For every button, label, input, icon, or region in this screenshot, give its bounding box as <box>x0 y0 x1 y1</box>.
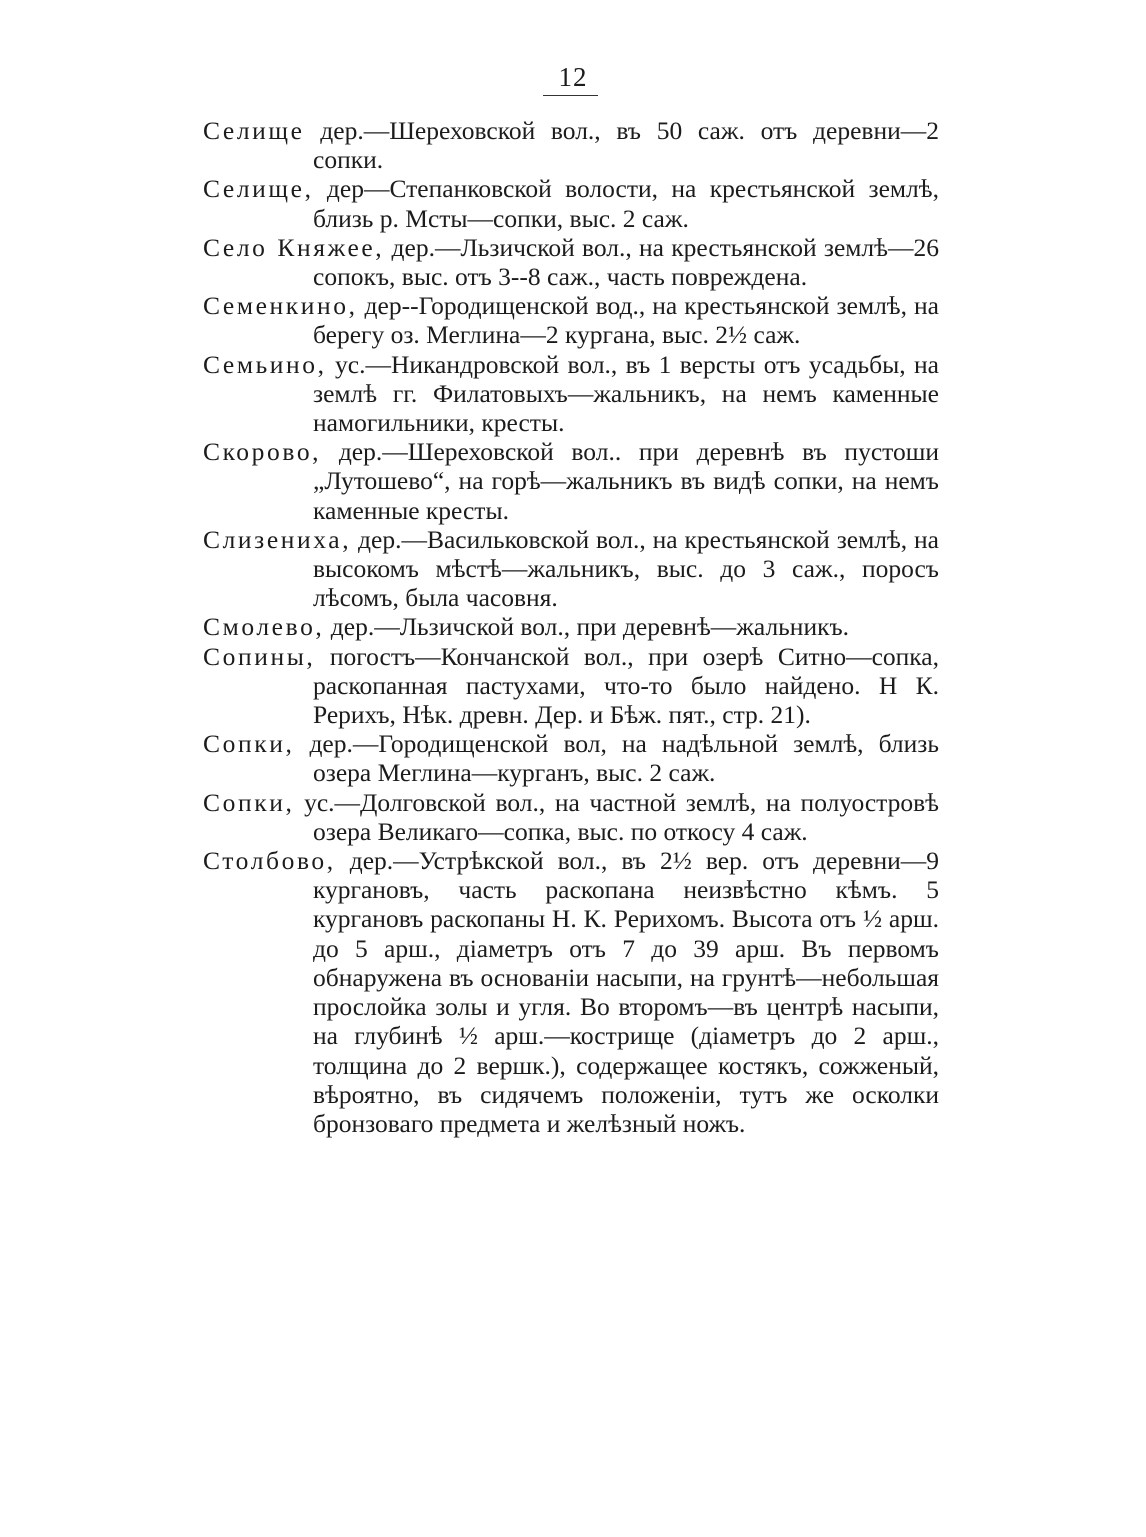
gazetteer-entry <box>203 525 939 613</box>
gazetteer-entry <box>203 846 939 1138</box>
gazetteer-entry <box>203 612 939 641</box>
entry-place-name: Сопины, <box>203 641 316 671</box>
entry-description: дер.—Шереховской вол.. при деревнѣ въ пустоши „Лутошево“, на горѣ—жальникъ въ видѣ сопки, на немъ каменные кресты. <box>313 437 939 525</box>
gazetteer-entry <box>203 350 939 438</box>
gazetteer-entry <box>203 729 939 787</box>
entry-place-name: Селище <box>203 116 305 145</box>
page-number-rule <box>543 95 598 96</box>
entry-place-name: Селище, <box>203 174 314 204</box>
entry-description: дер—Степанковской волости, на крестьянской землѣ, близь р. Мсты—сопки, выс. 2 саж. <box>313 174 939 233</box>
gazetteer-entry <box>203 642 939 730</box>
entry-place-name: Село Княжее, <box>203 232 385 262</box>
entry-place-name: Сопки, <box>203 729 295 759</box>
entry-description: дер.—Устрѣкской вол., въ 2½ вер. отъ деревни—9 кургановъ, часть раскопана неизвѣстно кѣмъ. 5 кургановъ раскопаны Н. К. Рерихомъ. Высота отъ ½ арш. до 5 арш., діаметръ отъ 7 до 39 арш. Въ первомъ обнаружена въ основаніи насыпи, на грунтѣ—небольшая прослойка золы и угля. Во второмъ—въ центрѣ насыпи, на глубинѣ ½ арш.—кострище (діаметръ до 2 арш., толщина до 2 вершк.), содержащее костякъ, сожженый, вѣроятно, въ сидячемъ положеніи, тутъ же осколки бронзоваго предмета и желѣзный ножъ. <box>313 846 939 1138</box>
gazetteer-entry <box>203 291 939 349</box>
gazetteer-entry <box>203 116 939 174</box>
gazetteer-entry <box>203 174 939 232</box>
entry-description: дер.—Шереховской вол., въ 50 саж. отъ деревни—2 сопки. <box>304 116 939 175</box>
entry-place-name: Скорово, <box>203 437 322 467</box>
entry-place-name: Семенкино, <box>203 291 358 321</box>
entry-place-name: Столбово, <box>203 846 336 876</box>
gazetteer-entry <box>203 233 939 291</box>
entry-description: дер.—Льзичской вол., на крестьянской землѣ—26 сопокъ, выс. отъ 3--8 саж., часть повреждена. <box>313 232 939 292</box>
entry-description: ус.—Никандровской вол., въ 1 версты отъ усадьбы, на землѣ гг. Филатовыхъ—жальникъ, на немъ каменные намогильники, кресты. <box>313 349 939 438</box>
page-number: 12 <box>558 62 588 92</box>
gazetteer-entries <box>203 116 939 1138</box>
entry-description: погостъ—Кончанской вол., при озерѣ Ситно—сопка, раскопанная пастухами, что-то было найдено. Н К. Рерихъ, Нѣк. древн. Дер. и Бѣж. пят., стр. 21). <box>313 641 939 730</box>
entry-place-name: Семьино, <box>203 349 327 379</box>
entry-description: дер--Городищенской вод., на крестьянской землѣ, на берегу оз. Меглина—2 кургана, выс. 2½ саж. <box>313 291 939 350</box>
gazetteer-entry <box>203 437 939 525</box>
entry-description: дер.—Васильковской вол., на крестьянской землѣ, на высокомъ мѣстѣ—жальникъ, выс. до 3 саж., поросъ лѣсомъ, была часовня. <box>313 524 939 613</box>
entry-description: дер.—Городищенской вол, на надѣльной землѣ, близь озера Меглина—курганъ, выс. 2 саж. <box>294 729 939 788</box>
entry-description: ус.—Долговской вол., на частной землѣ, на полуостровѣ озера Великаго—сопка, выс. по откосу 4 саж. <box>294 787 939 846</box>
gazetteer-entry <box>203 788 939 846</box>
entry-place-name: Сопки, <box>203 787 295 817</box>
entry-place-name: Смолево, <box>203 612 325 642</box>
entry-description: дер.—Льзичской вол., при деревнѣ—жальникъ. <box>324 612 850 642</box>
entry-place-name: Слизениха, <box>203 524 352 554</box>
